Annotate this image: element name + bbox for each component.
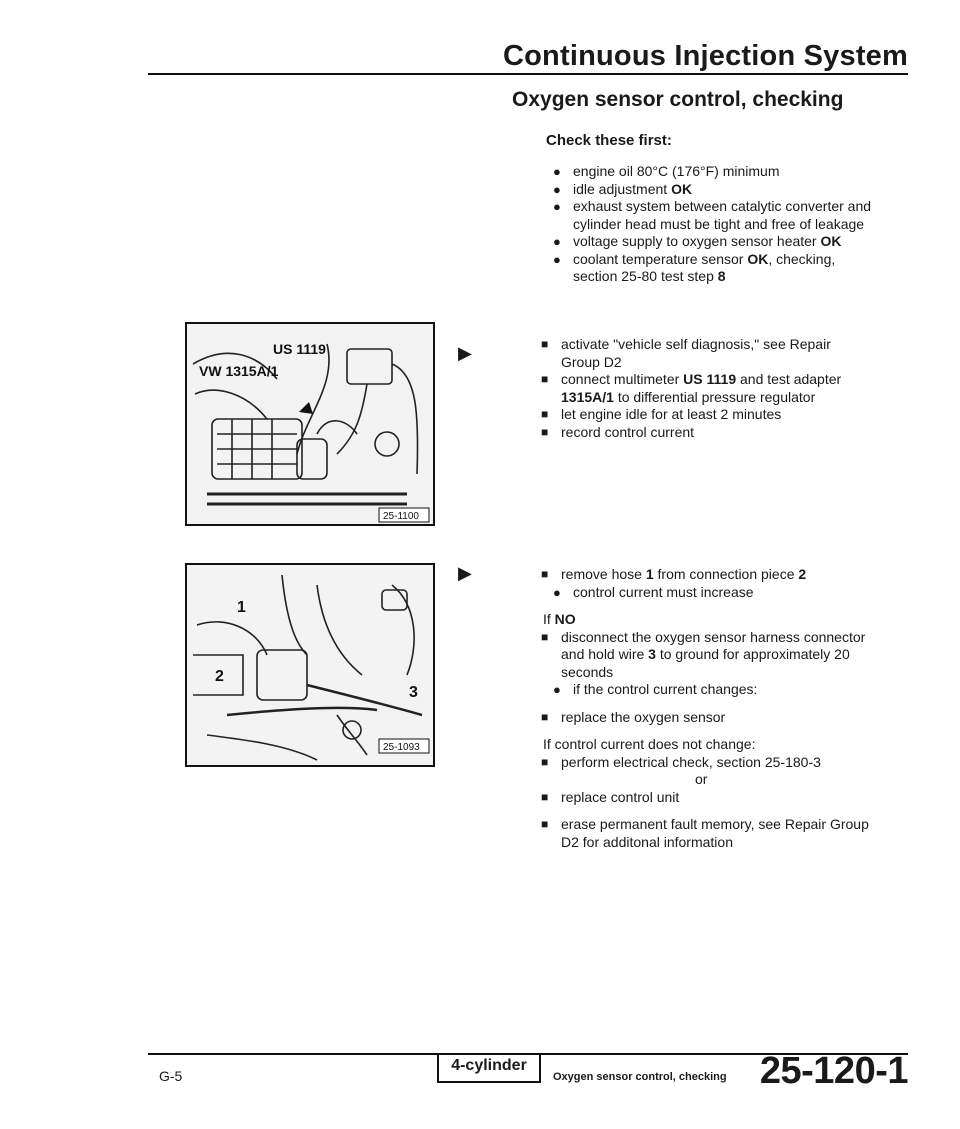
pointer-icon: ▶ <box>458 563 472 583</box>
bullet-dot-icon: ● <box>553 682 561 697</box>
list-item <box>533 424 873 442</box>
step-list-1 <box>533 336 873 441</box>
figure-1-code: 25-1100 <box>383 511 419 522</box>
footer-tab-label: 4-cylinder <box>437 1053 541 1083</box>
page-header-title: Continuous Injection System <box>503 40 908 72</box>
bullet-square-icon: ■ <box>541 567 549 581</box>
list-item-text: record control current <box>561 423 695 440</box>
list-item <box>533 789 873 807</box>
list-item <box>533 736 873 754</box>
list-item-text: 3 <box>648 646 656 662</box>
bullet-dot-icon: ● <box>553 199 561 214</box>
footer-section-code: G-5 <box>159 1068 183 1084</box>
list-item-text: activate "vehicle self diagnosis," see Repair Group D2 <box>561 336 831 370</box>
page-number: 25-120-1 <box>759 1050 908 1092</box>
list-item-text: to differential pressure regulator <box>613 388 816 405</box>
list-item <box>533 406 873 424</box>
list-item-text: exhaust system between catalytic converter and cylinder head must be tight and free of leakage <box>573 198 872 232</box>
list-item-text: OK <box>747 250 769 267</box>
bullet-square-icon: ■ <box>541 337 549 351</box>
list-item-text: 1315A/1 <box>561 388 614 405</box>
list-item <box>533 771 873 789</box>
header-rule <box>148 73 908 75</box>
bullet-dot-icon: ● <box>553 164 561 179</box>
list-item-text: US 1119 <box>683 371 737 387</box>
figure-2-label-2: 2 <box>215 668 224 685</box>
figure-multimeter-connection <box>185 322 435 526</box>
list-item-text: from connection piece <box>653 566 799 582</box>
list-item-text: disconnect the oxygen sensor harness connector and hold wire <box>561 628 866 662</box>
figure-2-label-1: 1 <box>237 599 246 616</box>
figure-1-label-us: US 1119 <box>273 341 326 357</box>
list-item <box>533 163 873 181</box>
bullet-square-icon: ■ <box>541 372 549 386</box>
list-item-text: replace control unit <box>561 788 680 805</box>
bullet-dot-icon: ● <box>553 234 561 249</box>
list-item <box>533 566 873 584</box>
list-item-text: perform electrical check, section 25-180-3 <box>561 753 821 770</box>
list-item-text: to ground for approximately 20 seconds <box>561 646 850 680</box>
bullet-square-icon: ■ <box>541 789 549 804</box>
section-title: Oxygen sensor control, checking <box>512 88 844 111</box>
list-item-text: and test adapter <box>736 371 842 387</box>
list-item-text: 1 <box>645 566 654 582</box>
list-item-text: voltage supply to oxygen sensor heater <box>573 233 821 249</box>
list-item <box>533 198 873 233</box>
pointer-icon: ▶ <box>458 343 472 363</box>
bullet-square-icon: ■ <box>541 629 549 644</box>
bullet-dot-icon: ● <box>553 251 561 267</box>
list-item-text: OK <box>671 180 693 197</box>
precheck-list <box>533 163 873 286</box>
bullet-square-icon: ■ <box>541 754 549 769</box>
list-item <box>533 181 873 199</box>
list-item-text: replace the oxygen sensor <box>561 708 726 725</box>
list-item-text: 2 <box>798 566 807 582</box>
figure-1-label-vw: VW 1315A/1 <box>199 363 279 379</box>
list-item-text: idle adjustment <box>573 180 672 197</box>
figure-hose-connection <box>185 563 435 767</box>
list-item-text: remove hose <box>561 566 646 582</box>
list-item-text: control current must increase <box>573 583 754 600</box>
bullet-square-icon: ■ <box>541 709 549 724</box>
list-item <box>533 629 873 682</box>
figure-2-label-3: 3 <box>409 684 418 701</box>
list-item-text: , checking, section 25-80 test step <box>573 250 836 284</box>
list-item-text: OK <box>820 233 842 249</box>
list-item <box>533 233 873 251</box>
bullet-square-icon: ■ <box>541 424 549 439</box>
list-item-text: or <box>695 771 708 787</box>
list-item-text: If <box>543 611 555 627</box>
step-list-2 <box>533 566 873 851</box>
list-item-text: NO <box>554 611 576 627</box>
list-item-text: 8 <box>717 268 726 284</box>
footer-caption: Oxygen sensor control, checking <box>553 1071 727 1083</box>
list-item <box>533 251 873 286</box>
list-item-text: let engine idle for at least 2 minutes <box>561 406 782 422</box>
figure-2-code: 25-1093 <box>383 742 420 753</box>
list-item <box>533 584 873 602</box>
bullet-dot-icon: ● <box>553 181 561 197</box>
list-item-text: coolant temperature sensor <box>573 250 748 267</box>
list-item <box>533 371 873 406</box>
list-item <box>533 611 873 629</box>
list-item-text: if the control current changes: <box>573 681 758 697</box>
list-item <box>533 681 873 699</box>
list-item-text: If control current does not change: <box>543 736 756 752</box>
bullet-square-icon: ■ <box>541 407 549 421</box>
list-item <box>533 336 873 371</box>
list-item <box>533 709 873 727</box>
list-item-text: erase permanent fault memory, see Repair Group D2 for additonal information <box>561 816 869 850</box>
bullet-square-icon: ■ <box>541 817 549 831</box>
list-item <box>533 754 873 772</box>
list-item-text: connect multimeter <box>561 371 684 387</box>
bullet-dot-icon: ● <box>553 584 561 600</box>
list-item <box>533 816 873 851</box>
check-first-heading: Check these first: <box>546 132 672 149</box>
list-item-text: engine oil 80°C (176°F) minimum <box>573 163 780 179</box>
